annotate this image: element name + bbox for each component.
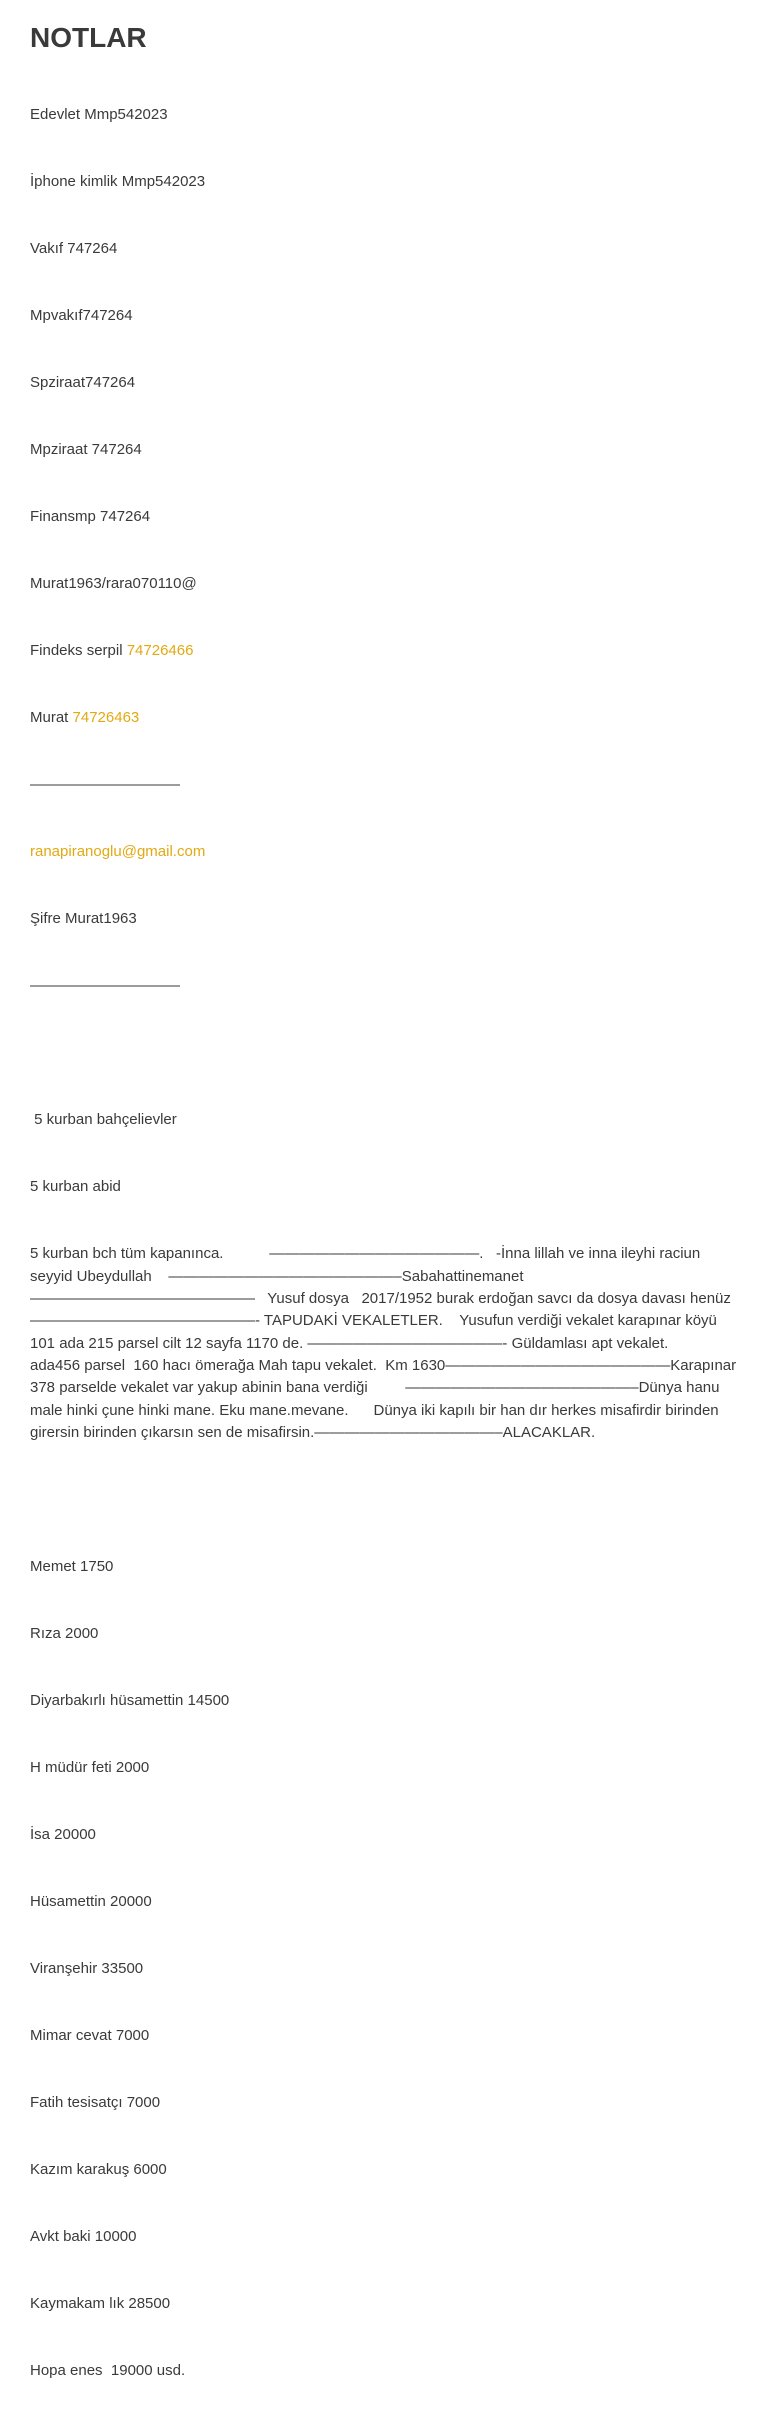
alacak-item: Kazım karakuş 6000 [30,2161,167,2179]
alacak-item: Hüsamettin 20000 [30,1893,152,1911]
alacak-item: Hopa enes 19000 usd. [30,2362,186,2380]
murat-phone-link[interactable]: 74726463 [72,708,140,726]
divider-line: —————————— [30,977,180,995]
alacak-item: Rıza 2000 [30,1625,99,1643]
findeks-line [30,640,738,662]
alacak-item: Viranşehir 33500 [30,1960,144,1978]
findeks-label: Findeks serpil [30,641,127,659]
email-link[interactable]: ranapiranoglu@gmail.com [30,843,206,861]
note-line: Mpvakıf747264 [30,306,133,324]
murat-label: Murat [30,708,73,726]
note-line: Murat1963/rara070110@ [30,574,197,592]
alacak-item: Memet 1750 [30,1558,114,1576]
note-content[interactable] [30,20,741,2427]
murat-line [30,707,738,729]
alacak-item: İsa 20000 [30,1826,96,1844]
note-line: 5 kurban abid [30,1178,121,1196]
findeks-phone-link[interactable]: 74726466 [126,641,194,659]
note-line: Şifre Murat1963 [30,910,137,928]
note-line: Edevlet Mmp542023 [30,105,168,123]
note-title: NOTLAR [30,22,147,53]
alacak-item: Mimar cevat 7000 [30,2027,150,2045]
blank-line [30,1489,738,1511]
note-line: 5 kurban bahçelievler [30,1111,177,1129]
note-body[interactable] [30,59,741,2427]
note-line: Finansmp 747264 [30,507,151,525]
note-line: İphone kimlik Mmp542023 [30,172,206,190]
note-line: Spziraat747264 [30,373,136,391]
note-paragraph: 5 kurban bch tüm kapanınca. ——————————————. -İnna lillah ve inna ileyhi raciun seyyid Ubeydullah ———————————————–Sabahattinemanet ——————————————— Yusuf dosya 2017/1952 burak erdoğan savcı da dosya davası henüz———————————————- TAPUDAKİ VEKALETLER. Yusufun verdiği vekalet karapınar köyü 101 ada 215 parsel cilt 12 sayfa 1170 de. —————————————- Güldamlası apt vekalet. ada456 parsel 160 hacı ömerağa Mah tapu vekalet. Km 1630———————————————Karapınar 378 parselde vekalet var yakup abinin bana verdiği ———————————————–Dünya hanu male hinki çune hinki mane. Eku mane.mevane. Dünya iki kapılı bir han dır herkes misafirdir birinden girersin birinden çıkarsın sen de misafirsin.————————————–ALACAKLAR. [30,1245,741,1441]
alacak-item: Diyarbakırlı hüsamettin 14500 [30,1692,230,1710]
alacak-item: H müdür feti 2000 [30,1759,150,1777]
note-line: Vakıf 747264 [30,239,118,257]
blank-line [30,1042,738,1064]
note-line: Mpziraat 747264 [30,440,142,458]
alacak-item: Fatih tesisatçı 7000 [30,2094,161,2112]
alacak-item: Kaymakam lık 28500 [30,2295,171,2313]
alacak-item: Avkt baki 10000 [30,2228,137,2246]
divider-line: —————————— [30,776,180,793]
